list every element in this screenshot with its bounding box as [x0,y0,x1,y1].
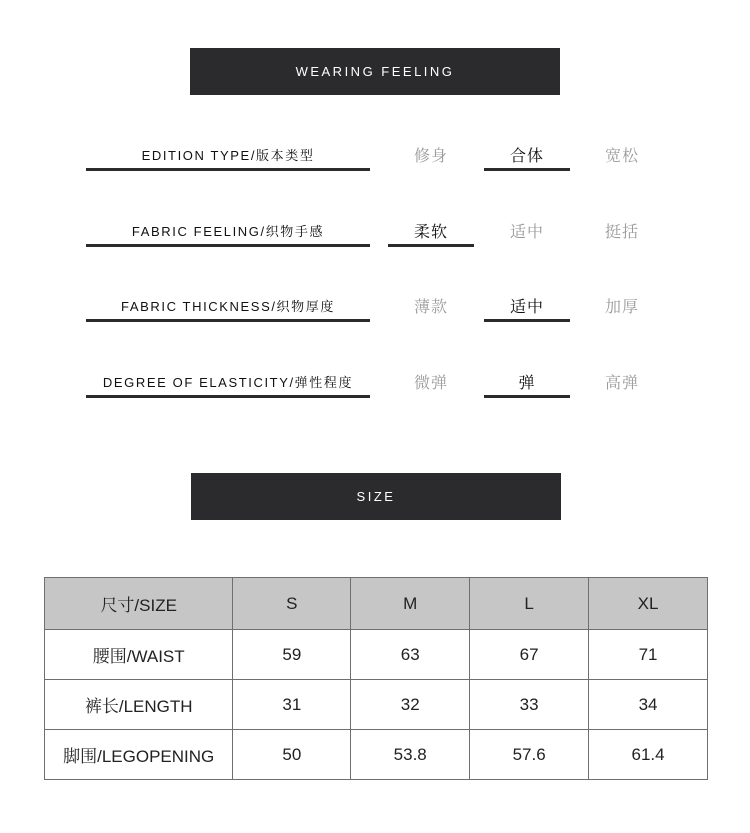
fabric-thickness-row [0,291,750,341]
size-header-cell: 尺寸/SIZE [45,578,233,630]
size-header-cell: L [470,578,589,630]
size-title: SIZE [356,489,396,504]
table-cell: 53.8 [351,730,470,780]
row-label-cell: 脚围/LEGOPENING [45,730,233,780]
elasticity-row [0,367,750,417]
wearing-feeling-banner [190,48,560,95]
fabric-feeling-label: FABRIC FEELING/织物手感 [86,216,370,247]
size-header-cell: XL [589,578,708,630]
fabric-thickness-option-selected: 适中 [484,291,570,322]
size-banner [191,473,561,520]
fabric-feeling-row [0,216,750,266]
edition-type-option-selected: 合体 [484,140,570,171]
edition-type-option: 宽松 [604,147,639,165]
size-table [44,577,708,780]
fabric-thickness-label: FABRIC THICKNESS/织物厚度 [86,291,370,322]
edition-type-label: EDITION TYPE/版本类型 [86,140,370,171]
elasticity-option: 高弹 [604,374,639,392]
table-cell: 59 [233,630,351,680]
table-cell: 67 [470,630,589,680]
row-label-cell: 裤长/LENGTH [45,680,233,730]
size-header-cell: S [233,578,351,630]
table-row [45,730,708,780]
table-cell: 61.4 [589,730,708,780]
table-cell: 63 [351,630,470,680]
size-table-header-row [45,578,708,630]
fabric-thickness-option: 薄款 [413,298,448,316]
size-header-cell: M [351,578,470,630]
elasticity-option-selected: 弹 [484,367,570,398]
fabric-feeling-option-selected: 柔软 [388,216,474,247]
table-cell: 33 [470,680,589,730]
fabric-thickness-option: 加厚 [604,298,639,316]
edition-type-option: 修身 [413,147,448,165]
wearing-feeling-title: WEARING FEELING [295,64,455,79]
edition-type-row [0,140,750,190]
table-cell: 31 [233,680,351,730]
table-cell: 50 [233,730,351,780]
fabric-feeling-option: 挺括 [604,223,639,241]
elasticity-label: DEGREE OF ELASTICITY/弹性程度 [86,367,370,398]
table-cell: 57.6 [470,730,589,780]
table-row [45,680,708,730]
table-cell: 71 [589,630,708,680]
table-row [45,630,708,680]
elasticity-option: 微弹 [413,374,448,392]
table-cell: 34 [589,680,708,730]
fabric-feeling-option: 适中 [509,223,544,241]
table-cell: 32 [351,680,470,730]
row-label-cell: 腰围/WAIST [45,630,233,680]
